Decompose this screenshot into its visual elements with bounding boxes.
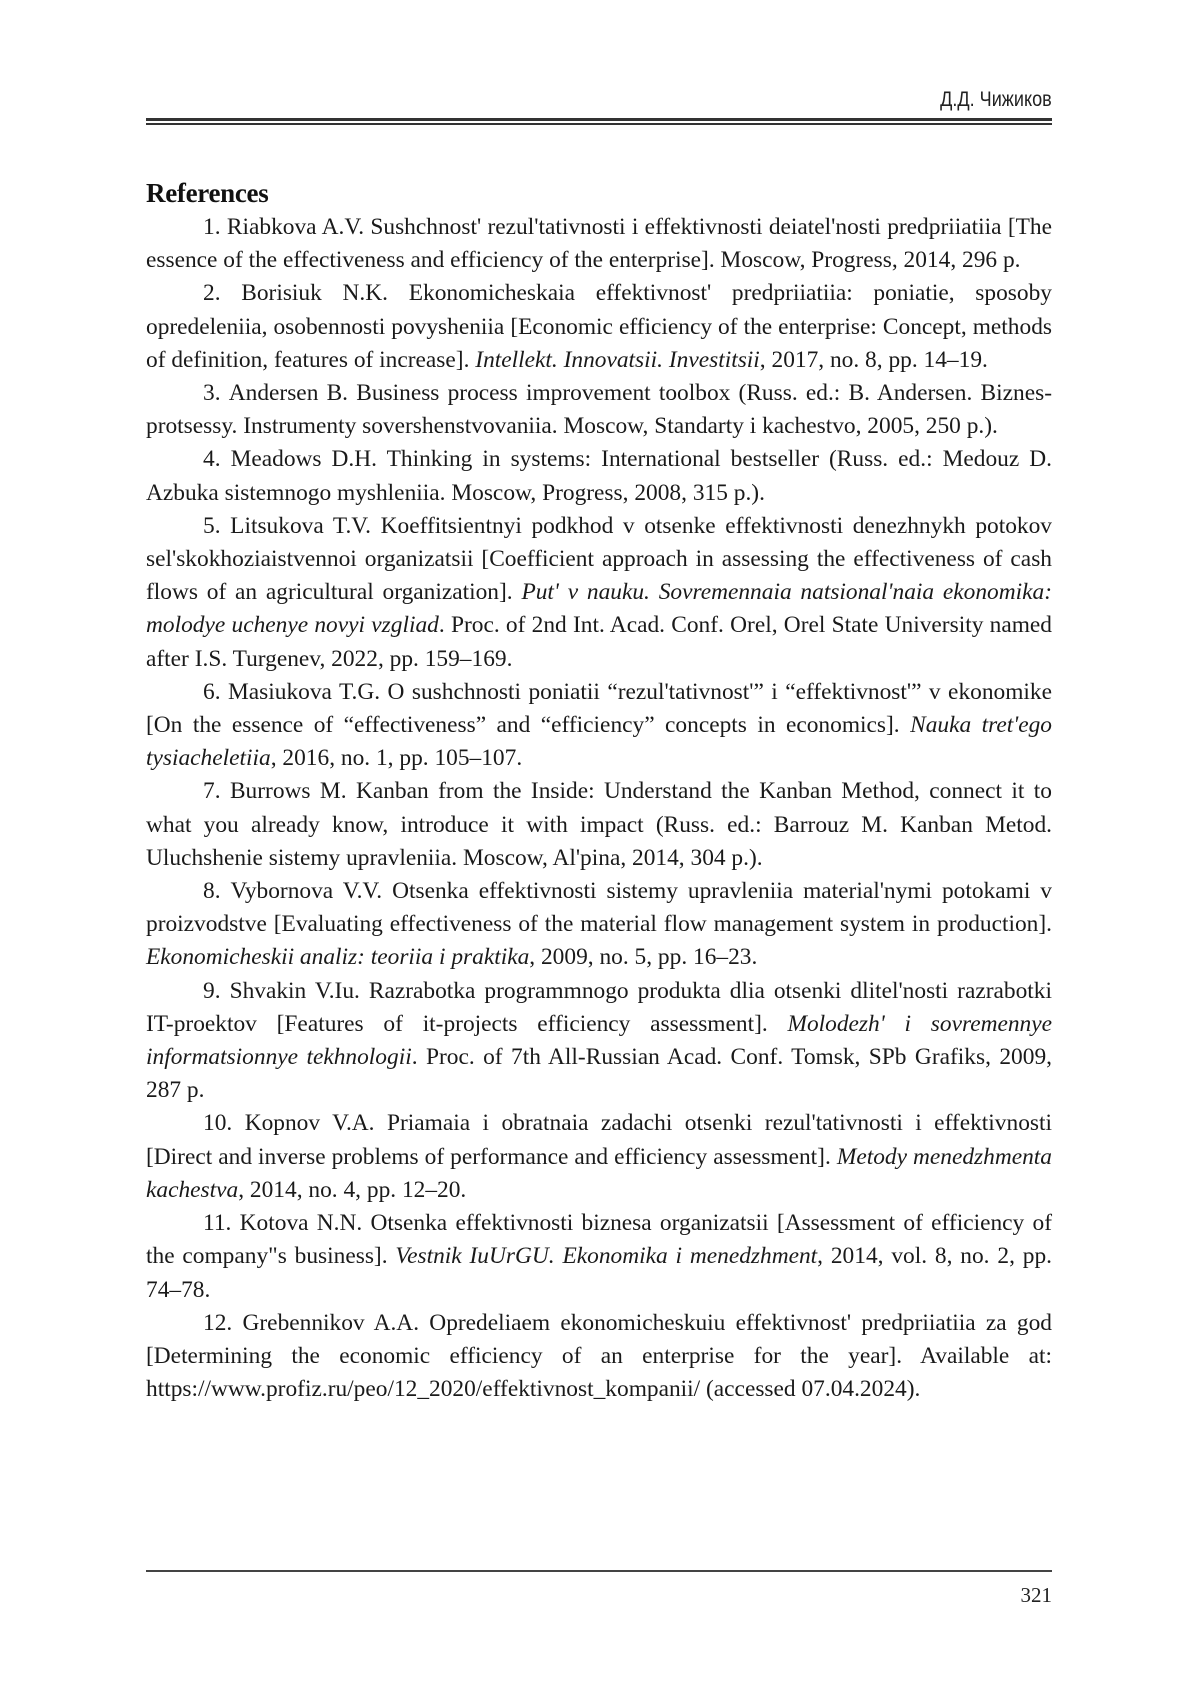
- reference-number: 6.: [203, 678, 221, 705]
- reference-text: Kotova N.N. Otsenka effektivnosti biznesa organizatsii [Assessment of efficiency of the company"s business].: [146, 1210, 1052, 1270]
- page-number: 321: [1020, 1583, 1052, 1607]
- reference-text: Burrows M. Kanban from the Inside: Understand the Kanban Method, connect it to what you already know, introduce it with impact (Russ. ed.: Barrouz M. Kanban Metod. Uluchshenie sistemy upravleniia. Moscow, Al'pina, 2014, 304 p.).: [146, 778, 1052, 871]
- reference-item: [146, 775, 1052, 875]
- reference-number: 12.: [203, 1309, 233, 1336]
- reference-item: [146, 510, 1052, 676]
- reference-text: Shvakin V.Iu. Razrabotka programmnogo produkta dlia otsenki dlitel'nosti razrabotki IT-proektov [Features of it-projects efficiency assessment].: [146, 977, 1052, 1037]
- reference-text: Vybornova V.V. Otsenka effektivnosti sistemy upravleniia material'nymi potokami v proizvodstve [Evaluating effectiveness of the material flow management system in production].: [146, 878, 1052, 938]
- reference-text: Masiukova T.G. O sushchnosti poniatii “rezul'tativnost'” i “effektivnost'” v ekonomike [On the essence of “effectiveness” and “efficiency” concepts in economics].: [146, 678, 1052, 739]
- reference-number: 10.: [203, 1110, 233, 1137]
- reference-item: [146, 277, 1052, 377]
- reference-source-italic: Put' v nauku. Sovremennaia natsional'naia ekonomika: molodye uchenye novyi vzgliad: [146, 579, 1052, 639]
- reference-text: Riabkova A.V. Sushchnost' rezul'tativnosti i effektivnosti deiatel'nosti predpriiatiia [The essence of the effectiveness and efficiency of the enterprise]. Moscow, Progress, 2014, 296 p.: [146, 214, 1052, 274]
- section-title: References: [146, 178, 269, 209]
- header-rule-thin: [146, 123, 1052, 125]
- reference-source-italic: Intellekt. Innovatsii. Investitsii: [475, 346, 760, 373]
- reference-list: [146, 211, 1052, 1406]
- reference-number: 8.: [203, 878, 221, 905]
- reference-item: [146, 1207, 1052, 1307]
- reference-item: [146, 211, 1052, 277]
- document-page: [146, 0, 1052, 1705]
- reference-details: . Proc. of 2nd Int. Acad. Conf. Orel, Orel State University named after I.S. Turgenev, 2022, pp. 159–169.: [146, 612, 1052, 672]
- footer-rule: [146, 1570, 1052, 1572]
- reference-number: 9.: [203, 977, 221, 1004]
- reference-details: , 2016, no. 1, pp. 105–107.: [270, 745, 523, 772]
- reference-details: , 2009, no. 5, pp. 16–23.: [529, 944, 758, 971]
- reference-text: Grebennikov A.A. Opredeliaem ekonomicheskuiu effektivnost' predpriiatiia za god [Determining the economic efficiency of an enterprise for the year]. Available at: https://www.profiz.ru/peo/12_2020/effektivnost_kompanii/ (accessed 07.04.2024).: [146, 1309, 1052, 1403]
- reference-item: [146, 975, 1052, 1108]
- header-double-rule: [146, 118, 1052, 125]
- reference-source-italic: Molodezh' i sovremennye informatsionnye tekhnologii: [146, 1010, 1052, 1071]
- reference-text: Andersen B. Business process improvement toolbox (Russ. ed.: B. Andersen. Biznes-protsessy. Instrumenty sovershenstvovaniia. Moscow, Standarty i kachestvo, 2005, 250 p.).: [146, 380, 1052, 440]
- reference-details: , 2014, no. 4, pp. 12–20.: [238, 1176, 467, 1203]
- reference-details: . Proc. of 7th All-Russian Acad. Conf. Tomsk, SPb Grafiks, 2009, 287 p.: [146, 1044, 1052, 1104]
- reference-details: , 2014, vol. 8, no. 2, pp. 74–78.: [146, 1243, 1052, 1303]
- reference-item: [146, 1307, 1052, 1407]
- reference-number: 11.: [203, 1210, 232, 1237]
- reference-source-italic: Ekonomicheskii analiz: teoriia i praktika: [146, 944, 530, 971]
- reference-number: 5.: [203, 512, 221, 539]
- reference-number: 4.: [203, 446, 221, 473]
- reference-details: , 2017, no. 8, pp. 14–19.: [759, 346, 988, 373]
- running-head-author: Д.Д. Чижиков: [940, 88, 1052, 111]
- reference-source-italic: Metody menedzhmenta kachestva: [146, 1143, 1052, 1203]
- reference-text: Borisiuk N.K. Ekonomicheskaia effektivnost' predpriiatiia: poniatie, sposoby opredeleniia, osobennosti povysheniia [Economic efficiency of the enterprise: Concept, methods of definition, features of increase].: [146, 280, 1052, 373]
- reference-item: [146, 377, 1052, 443]
- reference-source-italic: Nauka tret'ego tysiacheletiia: [146, 712, 1053, 772]
- reference-source-italic: Vestnik IuUrGU. Ekonomika i menedzhment: [395, 1243, 818, 1270]
- reference-text: Litsukova T.V. Koeffitsientnyi podkhod v otsenke effektivnosti denezhnykh potokov sel'skokhoziaistvennoi organizatsii [Coefficient approach in assessing the effectiveness of cash flows of an agricultural organization].: [146, 512, 1052, 606]
- reference-number: 2.: [203, 280, 221, 307]
- reference-text: Meadows D.H. Thinking in systems: International bestseller (Russ. ed.: Medouz D. Azbuka sistemnogo myshleniia. Moscow, Progress, 2008, 315 p.).: [146, 446, 1052, 506]
- reference-item: [146, 443, 1052, 509]
- reference-item: [146, 676, 1052, 776]
- reference-item: [146, 1107, 1052, 1207]
- reference-item: [146, 875, 1052, 975]
- reference-number: 1.: [203, 214, 221, 240]
- reference-text: Kopnov V.A. Priamaia i obratnaia zadachi otsenki rezul'tativnosti i effektivnosti [Direct and inverse problems of performance and efficiency assessment].: [146, 1110, 1052, 1170]
- header-rule-thick: [146, 118, 1052, 121]
- reference-number: 7.: [203, 778, 221, 805]
- reference-number: 3.: [203, 380, 221, 407]
